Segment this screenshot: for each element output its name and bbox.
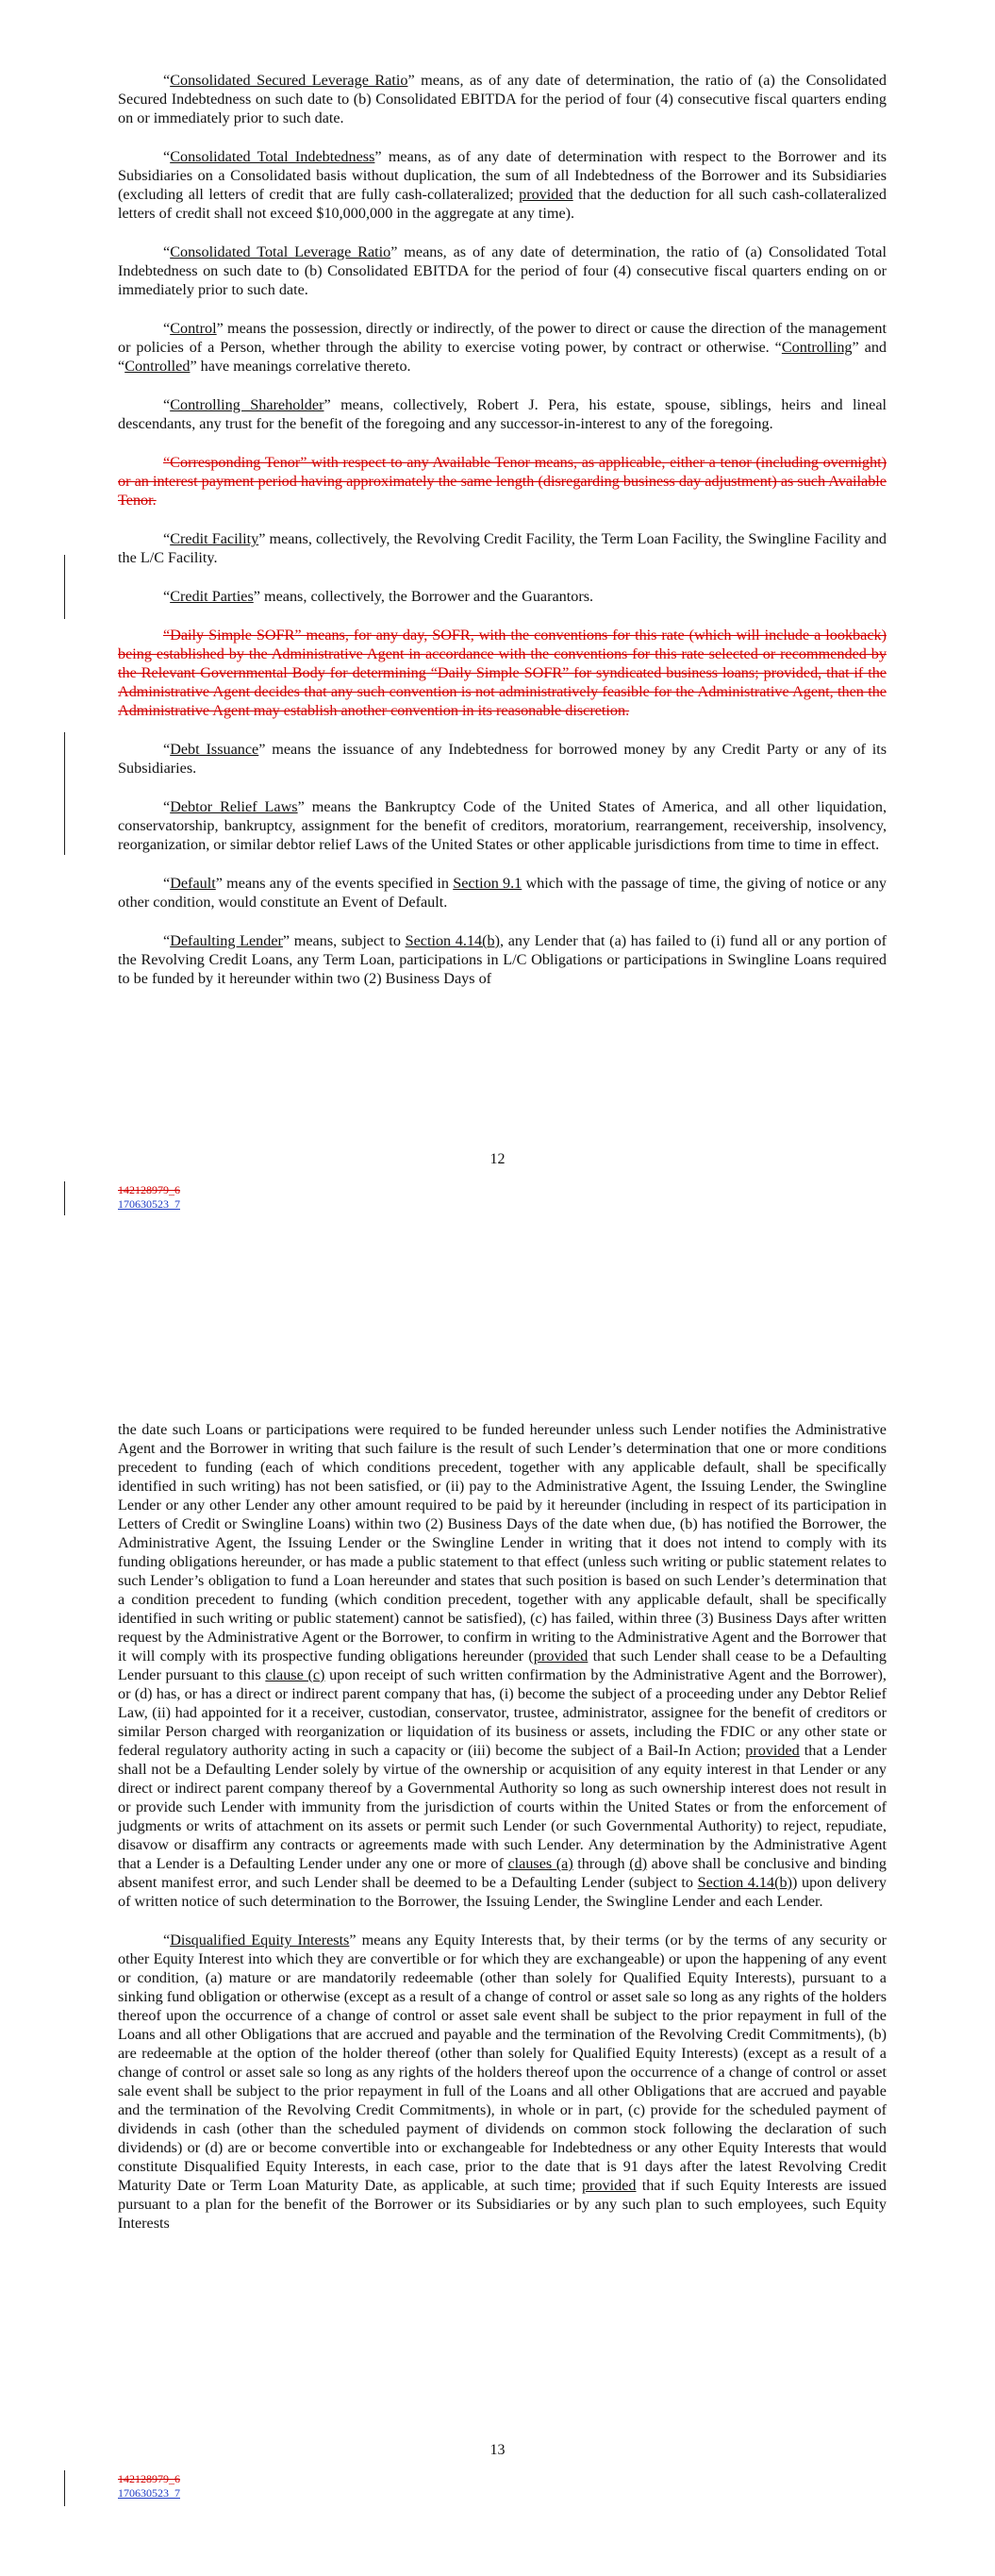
text-run: “Daily Simple SOFR” means, for any day, SOFR, with the conventions for this rate (which will include a lookback) being established by the Administrative Agent in accordance with the conventions for this rate selected or recommended by the Relevant Governmental Body for determining “Daily Simple SOFR” for syndicated business loans; provided, that if the Administrative Agent decides that any such convention is not administratively feasible for the Administrative Agent, then the Administrative Agent may establish another convention in its reasonable discretion. <box>118 627 887 719</box>
text-run: ” means, as of any date of determination, the ratio of (a) the Consolidated Secured Indebtedness on such date to (b) Consolidated EBITDA for the period of four (4) consecutive fiscal quarters ending on or immediately prior to such date. <box>118 72 887 126</box>
defined-term: provided <box>581 2177 637 2194</box>
defined-term: Section 4.14(b) <box>697 1874 792 1891</box>
defined-term: Debt Issuance <box>170 741 259 758</box>
text-run: through <box>572 1855 630 1872</box>
text-run: ” means, as of any date of determination, the ratio of (a) Consolidated Total Indebtedness on such date to (b) Consolidated EBITDA for the period of four (4) consecutive fiscal quarters ending on or immediately prior to such date. <box>118 243 887 298</box>
text-run: that the deduction for all such cash-collateralized letters of credit shall not exceed $10,000,000 in the aggregate at any time). <box>118 186 887 222</box>
footer-doc-id-new: 170630523_7 <box>118 2486 180 2500</box>
text-run: the date such Loans or participations were required to be funded hereunder unless such Lender notifies the Administrative Agent and the Borrower in writing that such failure is the result of such Lender’s determination that one or more conditions precedent to funding (each of which conditions precedent, together with any applicable default, shall be specifically identified in such writing) has not been satisfied, or (ii) pay to the Administrative Agent, the Issuing Lender, the Swingline Lender or any other Lender any other amount required to be paid by it hereunder (including in respect of its participation in Letters of Credit or Swingline Loans) within two (2) Business Days of the date when due, (b) has notified the Borrower, the Administrative Agent, the Issuing Lender or the Swingline Lender in writing that it does not intend to comply with its funding obligations hereunder, or has made a public statement to that effect (unless such writing or public statement relates to such Lender’s obligation to fund a Loan hereunder and states that such position is based on such Lender’s determination that a condition precedent to funding (which condition precedent, together with any applicable default, shall be specifically identified in such writing or public statement) cannot be satisfied), (c) has failed, within three (3) Business Days after written request by the Administrative Agent or the Borrower, to confirm in writing to the Administrative Agent and the Borrower that it will comply with its prospective funding obligations hereunder ( <box>118 1421 887 1664</box>
defined-term: provided <box>533 1648 589 1664</box>
text-run: “ <box>163 932 171 949</box>
defined-term: Default <box>170 875 216 892</box>
footer-doc-id-old: 142128979_6 <box>118 1183 180 1196</box>
footer-doc-id-new: 170630523_7 <box>118 1197 180 1211</box>
text-run: that if such Equity Interests are issued pursuant to a plan for the benefit of the Borrower or its Subsidiaries or by any such plan to such employees, such Equity Interests <box>118 2177 887 2232</box>
text-run: “ <box>163 875 171 892</box>
defined-term: provided <box>745 1742 800 1759</box>
defined-term: Disqualified Equity Interests <box>170 1932 350 1949</box>
definition-paragraph <box>118 1420 887 1911</box>
document-footer <box>118 2472 180 2501</box>
text-run: “Corresponding Tenor” with respect to any Available Tenor means, as applicable, either a tenor (including overnight) or an interest payment period having approximately the same length (disregarding business day adjustment) as such Available Tenor. <box>118 454 887 509</box>
definition-paragraph <box>118 529 887 567</box>
page-number: 13 <box>489 2442 506 2458</box>
defined-term: provided <box>519 186 573 203</box>
text-run: ” means any of the events specified in <box>215 875 454 892</box>
defined-term: Section 4.14(b) <box>405 932 501 949</box>
text-run: “ <box>163 798 171 815</box>
text-run: “ <box>163 320 171 337</box>
text-run: ” means, as of any date of determination with respect to the Borrower and its Subsidiaries on a Consolidated basis without duplication, the sum of all Indebtedness of the Borrower and its Subsidiaries (excluding all letters of credit that are fully cash-collateralized; <box>118 148 887 203</box>
text-run: that a Lender shall not be a Defaulting Lender solely by virtue of the ownership or acquisition of any equity interest in that Lender or any direct or indirect parent company thereof by a Governmental Authority so long as such ownership interest does not result in or provide such Lender with immunity from the jurisdiction of courts within the United States or from the enforcement of judgments or writs of attachment on its assets or permit such Lender (or such Governmental Authority) to reject, repudiate, disavow or disaffirm any contracts or agreements made with such Lender. Any determination by the Administrative Agent that a Lender is a Defaulting Lender under any one or more of <box>118 1742 887 1872</box>
text-run: ” have meanings correlative thereto. <box>190 358 411 375</box>
definition-paragraph <box>118 740 887 778</box>
defined-term: Controlling Shareholder <box>170 396 324 413</box>
change-bar <box>64 2470 65 2506</box>
defined-term: Credit Facility <box>170 530 259 547</box>
deleted-definition-paragraph <box>118 453 887 510</box>
defined-term: Consolidated Total Indebtedness <box>170 148 375 165</box>
definition-paragraph <box>118 931 887 988</box>
defined-term: Consolidated Total Leverage Ratio <box>170 243 391 260</box>
text-run: “ <box>163 148 171 165</box>
text-run: “ <box>163 72 171 89</box>
definition-paragraph <box>118 587 887 606</box>
text-run: ” means, collectively, the Revolving Credit Facility, the Term Loan Facility, the Swingline Facility and the L/C Facility. <box>118 530 887 566</box>
definition-paragraph <box>118 319 887 376</box>
defined-term: Section 9.1 <box>453 875 522 892</box>
text-run: ) upon delivery of written notice of such determination to the Borrower, the Issuing Lender, the Swingline Lender and each Lender. <box>118 1874 887 1910</box>
defined-term: Defaulting Lender <box>170 932 283 949</box>
defined-term: Consolidated Secured Leverage Ratio <box>170 72 408 89</box>
change-bar <box>64 732 65 855</box>
defined-term: (d) <box>629 1855 648 1872</box>
text-run: ” means the issuance of any Indebtedness for borrowed money by any Credit Party or any of its Subsidiaries. <box>118 741 887 777</box>
text-run: “ <box>163 530 171 547</box>
text-run: “ <box>163 741 171 758</box>
definition-paragraph <box>118 797 887 854</box>
text-run: ” means, subject to <box>282 932 406 949</box>
page-body <box>118 1420 887 2252</box>
text-run: ” means, collectively, Robert J. Pera, his estate, spouse, siblings, heirs and lineal descendants, any trust for the benefit of the foregoing and any successor-in-interest to any of the foregoing. <box>118 396 887 432</box>
footer-doc-id-old: 142128979_6 <box>118 2472 180 2485</box>
definition-paragraph <box>118 395 887 433</box>
text-run: that such Lender shall cease to be a Defaulting Lender pursuant to this <box>118 1648 887 1683</box>
definition-paragraph <box>118 1931 887 2233</box>
text-run: ” means, collectively, the Borrower and the Guarantors. <box>253 588 594 605</box>
definition-paragraph <box>118 147 887 223</box>
text-run: “ <box>163 588 171 605</box>
defined-term: Controlled <box>124 358 191 375</box>
text-run: upon receipt of such written confirmation by the Administrative Agent and the Borrower), or (d) has, or has a direct or indirect parent company that has, (i) become the subject of a proceeding under any Debtor Relief Law, (ii) had appointed for it a receiver, custodian, conservator, trustee, administrator, assignee for the benefit of creditors or similar Person charged with reorganization or liquidation of its business or assets, including the FDIC or any other state or federal regulatory authority acting in such a capacity or (iii) become the subject of a Bail-In Action; <box>118 1666 887 1759</box>
text-run: , any Lender that (a) has failed to (i) fund all or any portion of the Revolving Credit Loans, any Term Loan, participations in L/C Obligations or participations in Swingline Loans required to be funded by it hereunder within two (2) Business Days of <box>118 932 887 987</box>
text-run: ” means any Equity Interests that, by their terms (or by the terms of any security or other Equity Interest into which they are convertible or for which they are exchangeable) or upon the happening of any event or condition, (a) mature or are mandatorily redeemable (other than solely for Qualified Equity Interests), pursuant to a sinking fund obligation or otherwise (except as a result of a change of control or asset sale so long as any rights of the holders thereof upon the occurrence of a change of control or asset sale event shall be subject to the prior repayment in full of the Loans and all other Obligations that are accrued and payable and the termination of the Revolving Credit Commitments), (b) are redeemable at the option of the holder thereof (other than solely for Qualified Equity Interests) (except as a result of a change of control or asset sale so long as any rights of the holders thereof upon the occurrence of a change of control or asset sale event shall be subject to the prior repayment in full of the Loans and all other Obligations that are accrued and payable and the termination of the Revolving Credit Commitments), in whole or in part, (c) provide for the scheduled payment of dividends in cash (other than the scheduled payment of dividends on common stock following the declaration of such dividends) or (d) are or become convertible into or exchangeable for Indebtedness or any other Equity Interests that would constitute Disqualified Equity Interests, in each case, prior to the date that is 91 days after the latest Revolving Credit Maturity Date or Term Loan Maturity Date, as applicable, at such time; <box>118 1932 887 2194</box>
definition-paragraph <box>118 243 887 299</box>
defined-term: clause (c) <box>265 1666 325 1683</box>
text-run: ” means the possession, directly or indirectly, of the power to direct or cause the direction of the management or policies of a Person, whether through the ability to exercise voting power, by contract or otherwise. “ <box>118 320 887 356</box>
text-run: “ <box>163 243 171 260</box>
document-footer <box>118 1183 180 1212</box>
defined-term: Control <box>170 320 217 337</box>
deleted-definition-paragraph <box>118 626 887 720</box>
text-run: “ <box>163 396 171 413</box>
text-run: “ <box>163 1932 171 1949</box>
document-page-13 <box>0 1293 995 2576</box>
text-run: ” means the Bankruptcy Code of the United States of America, and all other liquidation, conservatorship, bankruptcy, assignment for the benefit of creditors, moratorium, rearrangement, receivership, insolvency, reorganization, or similar debtor relief Laws of the United States or other applicable jurisdictions from time to time in effect. <box>118 798 887 853</box>
change-bar <box>64 555 65 619</box>
defined-term: Debtor Relief Laws <box>170 798 298 815</box>
defined-term: Controlling <box>781 339 853 356</box>
definition-paragraph <box>118 874 887 912</box>
defined-term: Credit Parties <box>170 588 254 605</box>
text-run: ” and “ <box>118 339 887 375</box>
change-bar <box>64 1181 65 1215</box>
text-run: which with the passage of time, the giving of notice or any other condition, would constitute an Event of Default. <box>118 875 887 911</box>
text-run: above shall be conclusive and binding absent manifest error, and such Lender shall be deemed to be a Defaulting Lender (subject to <box>118 1855 887 1891</box>
defined-term: clauses (a) <box>507 1855 573 1872</box>
page-body <box>118 71 887 1008</box>
page-number: 12 <box>489 1151 506 1167</box>
definition-paragraph <box>118 71 887 127</box>
